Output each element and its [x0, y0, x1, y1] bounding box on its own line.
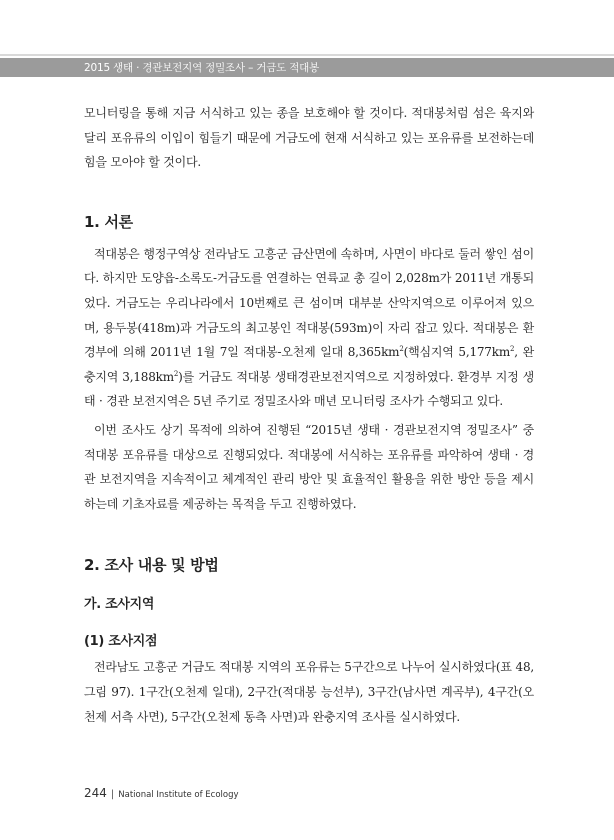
page-number: 244 — [84, 786, 107, 800]
text-run: 적대봉은 행정구역상 전라남도 고흥군 금산면에 속하며, 사면이 바다로 둘러 쌓인 섬이다. 하지만 도양읍-소록도-거금도를 연결하는 연륙교 총 길이 2,028m가 2011년 개통되었다. 거금도는 우리나라에서 10번째로 큰 섬이며 대부분 산악지역으로 이루어져 있으며, 용두봉(418m)과 거금도의 최고봉인 적대봉(593m)이 자리 잡고 있다. 적대봉은 환경부에 의해 2011년 1월 7일 적대봉-오천제 일대 8,365km — [84, 246, 534, 360]
page-content — [84, 101, 534, 729]
section-2-heading: 2. 조사 내용 및 방법 — [84, 556, 219, 575]
subsection-1-heading: (1) 조사지점 — [84, 634, 158, 650]
running-header-title: 2015 생태 · 경관보전지역 정밀조사 – 거금도 적대봉 — [84, 62, 320, 74]
footer-separator: | — [110, 789, 115, 800]
header-accent-line — [0, 54, 614, 56]
section-1-paragraph-2: 이번 조사도 상기 목적에 의하여 진행된 “2015년 생태 · 경관보전지역 정밀조사” 중 적대봉 포유류를 대상으로 진행되었다. 적대봉에 서식하는 포유류를 파악하여 생태 · 경관 보전지역을 지속적이고 체계적인 관리 방안 및 효율적인 활용을 위한 방안 등을 제시하는데 기초자료를 제공하는 목적을 두고 진행하였다. — [84, 422, 534, 511]
footer-institution: National Institute of Ecology — [118, 790, 239, 800]
superscript: 2 — [173, 369, 179, 378]
section-1-heading: 1. 서론 — [84, 212, 133, 231]
page-footer — [84, 782, 239, 801]
section-1-paragraph-1 — [84, 242, 534, 414]
text-run: )를 거금도 적대봉 생태경관보전지역으로 지정하였다. 환경부 지정 생태 · 경관 보전지역은 5년 주기로 정밀조사와 매년 모니터링 조사가 수행되고 있다. — [84, 369, 534, 409]
subsection-a-heading: 가. 조사지역 — [84, 597, 155, 613]
text-run: (핵심지역 5,177km — [403, 345, 510, 360]
intro-paragraph: 모니터링을 통해 지금 서식하고 있는 종을 보호해야 할 것이다. 적대봉처럼 섬은 육지와 달리 포유류의 이입이 힘들기 때문에 거금도에 현재 서식하고 있는 포유류를 보전하는데 힘을 모아야 할 것이다. — [84, 106, 534, 170]
section-2-paragraph-1: 전라남도 고흥군 거금도 적대봉 지역의 포유류는 5구간으로 나누어 실시하였다(표 48, 그림 97). 1구간(오천제 일대), 2구간(적대봉 능선부), 3구간(남사면 계곡부), 4구간(오천제 서측 사면), 5구간(오천제 동측 사면)과 완충지역 조사를 실시하였다. — [84, 660, 534, 724]
text-run: , 완충지역 3,188km — [84, 345, 534, 384]
superscript: 2 — [510, 345, 515, 354]
superscript: 2 — [399, 345, 404, 354]
